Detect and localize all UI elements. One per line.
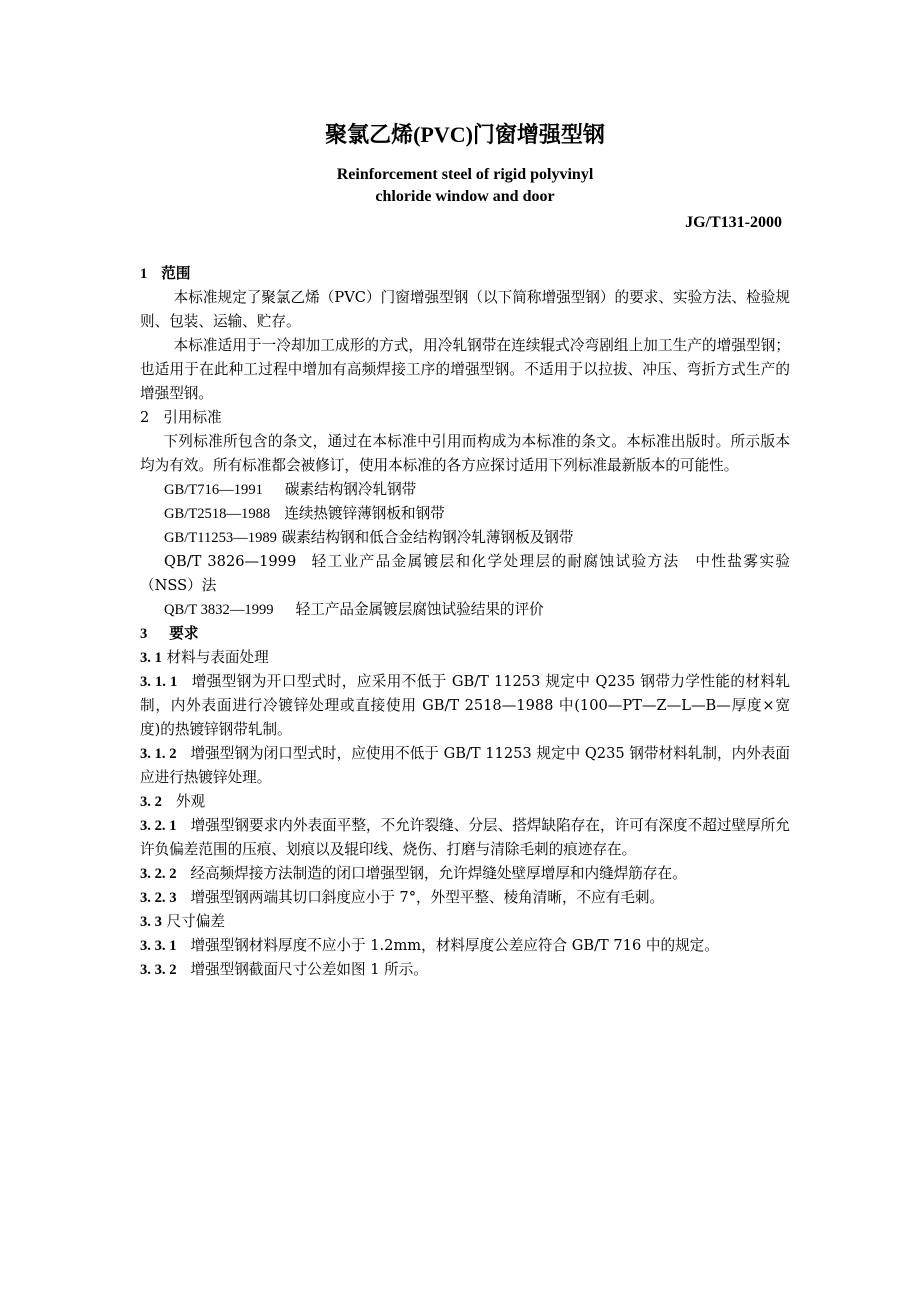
section-3-number: 3 bbox=[140, 626, 148, 642]
document-title: 聚氯乙烯(PVC)门窗增强型钢 bbox=[325, 122, 605, 147]
subsection-title: 材料与表面处理 bbox=[166, 649, 269, 666]
clause-text: 经高频焊接方法制造的闭口增强型钢，允许焊缝处壁厚增厚和内缝焊筋存在。 bbox=[190, 865, 687, 882]
clause-text: 增强型钢截面尺寸公差如图 1 所示。 bbox=[190, 961, 428, 978]
clause-3-3-2 bbox=[140, 958, 790, 982]
standard-number: JG/T131-2000 bbox=[685, 214, 782, 231]
english-title-line-2: chloride window and door bbox=[375, 188, 555, 205]
section-2-title: 引用标准 bbox=[163, 409, 222, 426]
section-1-title: 范围 bbox=[161, 266, 191, 282]
clause-text: 增强型钢材料厚度不应小于 1.2mm，材料厚度公差应符合 GB/T 716 中的规定。 bbox=[190, 937, 719, 954]
section-3-heading bbox=[140, 622, 790, 646]
clause-number: 3. 2. 1 bbox=[140, 818, 177, 834]
reference-item bbox=[140, 598, 790, 622]
clause-number: 3. 1. 2 bbox=[140, 746, 177, 762]
reference-name: 轻工产品金属镀层腐蚀试验结果的评价 bbox=[295, 601, 544, 618]
subsection-3-3-heading bbox=[140, 910, 790, 934]
clause-number: 3. 1. 1 bbox=[140, 674, 178, 690]
clause-3-1-2 bbox=[140, 742, 790, 790]
section-3-title: 要求 bbox=[169, 626, 199, 642]
reference-item bbox=[140, 502, 790, 526]
subsection-number: 3. 1 bbox=[140, 650, 162, 666]
clause-text: 增强型钢为闭口型式时，应使用不低于 GB/T 11253 规定中 Q235 钢带材料轧制，内外表面应进行热镀锌处理。 bbox=[140, 745, 791, 786]
reference-name: 碳素结构钢冷轧钢带 bbox=[284, 481, 417, 498]
clause-text: 增强型钢两端其切口斜度应小于 7°，外型平整、棱角清晰，不应有毛刺。 bbox=[190, 889, 665, 906]
section-1-paragraph-1: 本标准规定了聚氯乙烯（PVC）门窗增强型钢（以下简称增强型钢）的要求、实验方法、检验规则、包装、运输、贮存。 bbox=[140, 289, 790, 330]
reference-item bbox=[140, 550, 790, 598]
reference-code: QB/T 3826—1999 bbox=[164, 553, 297, 570]
clause-number: 3. 3. 2 bbox=[140, 962, 177, 978]
section-2-paragraph-1: 下列标准所包含的条文，通过在本标准中引用而构成为本标准的条文。本标准出版时。所示版本均为有效。所有标准都会被修订，使用本标准的各方应探讨适用下列标准最新版本的可能性。 bbox=[140, 433, 790, 474]
section-2-heading bbox=[140, 406, 790, 430]
section-1-paragraph-2: 本标准适用于一冷却加工成形的方式，用冷轧钢带在连续辊式冷弯剧组上加工生产的增强型钢；也适用于在此种工过程中增加有高频焊接工序的增强型钢。不适用于以拉拔、冲压、弯折方式生产的增强型钢。 bbox=[140, 337, 790, 402]
subsection-3-2-heading bbox=[140, 790, 790, 814]
section-1-heading bbox=[140, 262, 790, 286]
clause-3-1-1 bbox=[140, 670, 790, 742]
reference-item bbox=[140, 526, 790, 550]
reference-name: 轻工业产品金属镀层和化学处理层的耐腐蚀试验方法 中性盐雾实验（NSS）法 bbox=[140, 553, 790, 594]
subsection-number: 3. 3 bbox=[140, 914, 162, 930]
section-2-number: 2 bbox=[140, 409, 150, 426]
section-1-number: 1 bbox=[140, 266, 148, 282]
clause-text: 增强型钢要求内外表面平整，不允许裂缝、分层、搭焊缺陷存在，许可有深度不超过壁厚所允许负偏差范围的压痕、划痕以及辊印线、烧伤、打磨与清除毛刺的痕迹存在。 bbox=[140, 817, 790, 858]
document-page bbox=[140, 118, 790, 982]
reference-code: QB/T 3832—1999 bbox=[164, 602, 274, 618]
english-title-line-1: Reinforcement steel of rigid polyvinyl bbox=[336, 166, 594, 183]
clause-3-2-1 bbox=[140, 814, 790, 862]
reference-item bbox=[140, 478, 790, 502]
reference-code: GB/T11253—1989 bbox=[164, 530, 277, 546]
subsection-title: 尺寸偏差 bbox=[166, 913, 225, 930]
clause-number: 3. 3. 1 bbox=[140, 938, 177, 954]
clause-number: 3. 2. 2 bbox=[140, 866, 177, 882]
subsection-number: 3. 2 bbox=[140, 794, 162, 810]
subsection-3-1-heading bbox=[140, 646, 790, 670]
reference-name: 连续热镀锌薄钢板和钢带 bbox=[284, 505, 445, 522]
clause-3-3-1 bbox=[140, 934, 790, 958]
subsection-title: 外观 bbox=[175, 793, 206, 810]
clause-3-2-3 bbox=[140, 886, 790, 910]
reference-code: GB/T2518—1988 bbox=[164, 506, 271, 522]
clause-text: 增强型钢为开口型式时，应采用不低于 GB/T 11253 规定中 Q235 钢带力学性能的材料轧制，内外表面进行冷镀锌处理或直接使用 GB/T 2518—1988 中(100—PT—Z—L—B—厚度×宽度)的热镀锌钢带轧制。 bbox=[140, 673, 790, 738]
reference-name: 碳素结构钢和低合金结构钢冷轧薄钢板及钢带 bbox=[281, 529, 574, 546]
reference-code: GB/T716—1991 bbox=[164, 482, 263, 498]
clause-number: 3. 2. 3 bbox=[140, 890, 177, 906]
clause-3-2-2 bbox=[140, 862, 790, 886]
